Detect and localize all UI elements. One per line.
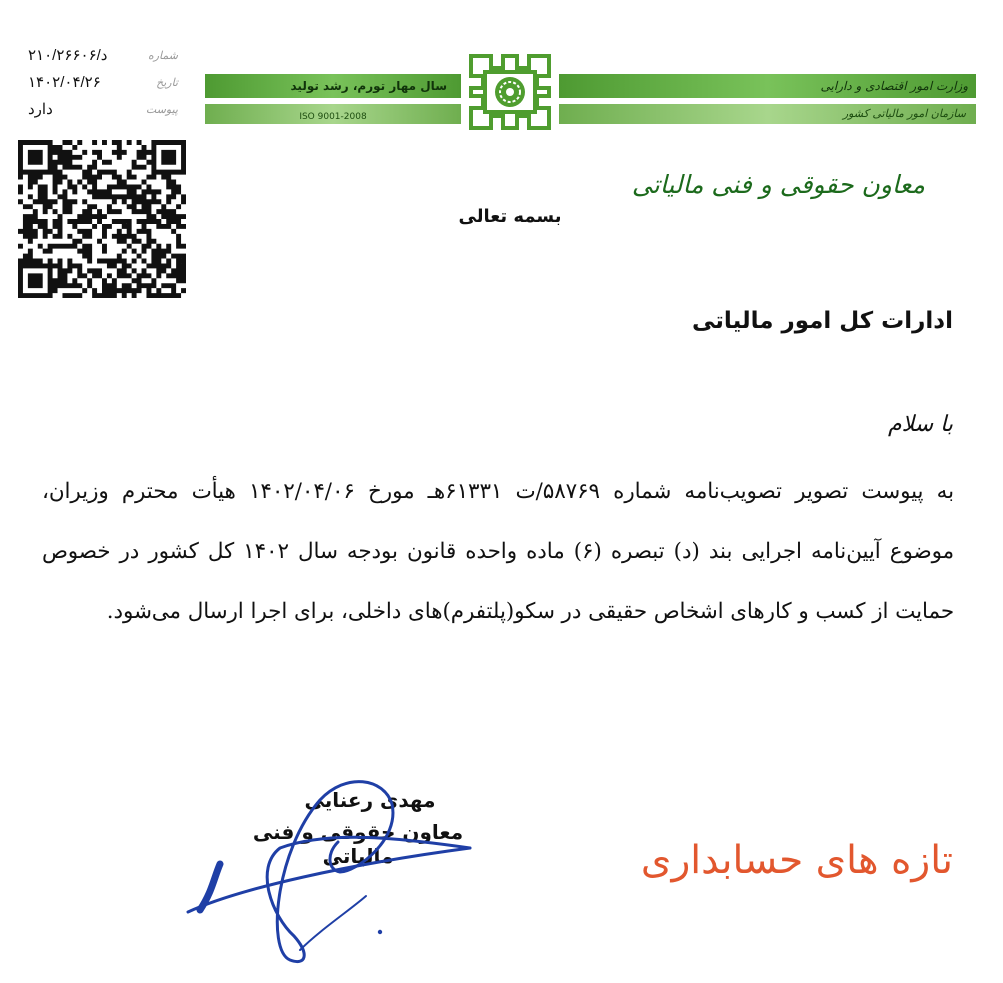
- organization-name: سازمان امور مالیاتی کشور: [842, 107, 966, 120]
- letter-attachment-row: [28, 96, 178, 123]
- slogan-band: [205, 74, 461, 98]
- letter-attachment: دارد: [28, 101, 53, 118]
- iso-label: ISO 9001-2008: [299, 112, 367, 122]
- date-label: تاریخ: [156, 76, 178, 89]
- number-label: شماره: [147, 49, 178, 62]
- letter-date-row: [28, 69, 178, 96]
- signatory-name: مهدی رعنایی: [304, 788, 436, 812]
- deputy-heading: معاون حقوقی و فنی مالیاتی: [631, 170, 925, 199]
- watermark-text: تازه های حسابداری: [640, 838, 953, 883]
- tax-organization-logo-icon: [463, 50, 557, 134]
- attachment-label: پیوست: [145, 103, 178, 116]
- letter-body: به پیوست تصویر تصویب‌نامه شماره ۵۸۷۶۹/ت ۶۱۳۳۱هـ مورخ ۱۴۰۲/۰۴/۰۶ هیأت محترم وزیران، موضوع آیین‌نامه اجرایی بند (د) تبصره (۶) ماده واحده قانون بودجه سال ۱۴۰۲ کل کشور در خصوص حمایت از کسب و کارهای اشخاص حقیقی در سکو(پلتفرم)های داخلی، برای اجرا ارسال می‌شود.: [42, 479, 955, 624]
- letter-meta: [28, 42, 178, 123]
- recipient: ادارات کل امور مالیاتی: [692, 308, 953, 334]
- letter-date: ۱۴۰۲/۰۴/۲۶: [28, 74, 101, 91]
- ministry-band: [559, 74, 976, 98]
- signatory-title: معاون حقوقی و فنی مالیاتی: [252, 820, 464, 868]
- ministry-name: وزارت امور اقتصادی و دارایی: [820, 79, 968, 93]
- basmala: بسمه تعالی: [458, 206, 562, 227]
- organization-band: [559, 104, 976, 124]
- qr-code-icon: [18, 140, 186, 298]
- letter-number: د/۲۱۰/۲۶۶۰۶: [28, 47, 108, 64]
- letter-number-row: [28, 42, 178, 69]
- greeting: با سلام: [887, 412, 953, 437]
- year-slogan: سال مهار تورم، رشد تولید: [290, 79, 447, 93]
- iso-band: [205, 104, 461, 124]
- signature-icon: [170, 760, 490, 970]
